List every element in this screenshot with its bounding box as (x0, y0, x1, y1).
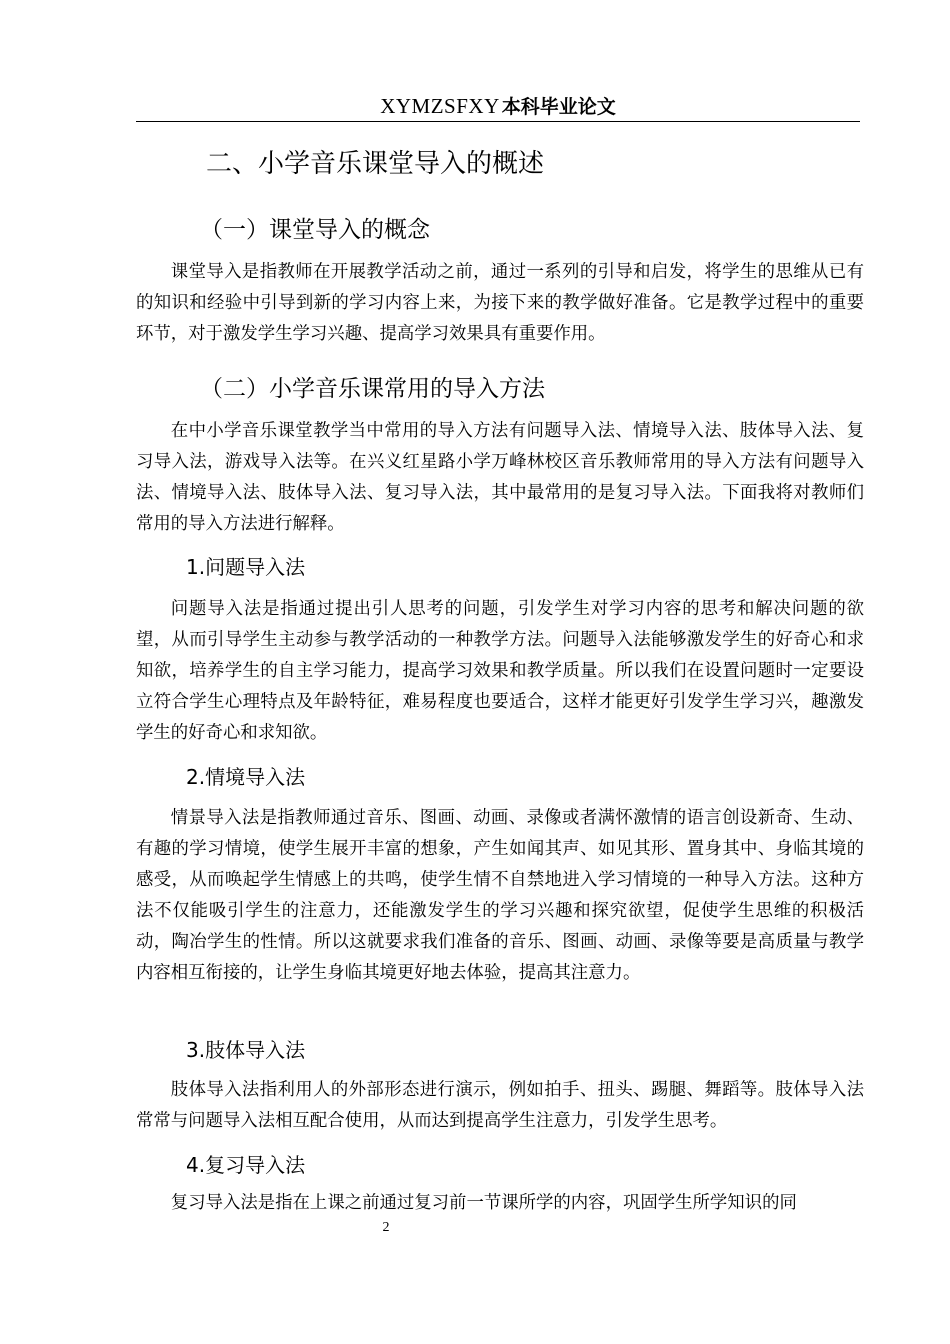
method-title-1: 1.问题导入法 (186, 555, 306, 579)
method-title-2: 2.情境导入法 (186, 765, 306, 789)
method-paragraph-1: 问题导入法是指通过提出引人思考的问题，引发学生对学习内容的思考和解决问题的欲望，从而引导学生主动参与教学活动的一种教学方法。问题导入法能够激发学生的好奇心和求知欲，培养学生的自主学习能力，提高学习效果和教学质量。所以我们在设置问题时一定要设立符合学生心理特点及年龄特征，难易程度也要适合，这样才能更好引发学生学习兴，趣激发学生的好奇心和求知欲。 (136, 599, 864, 743)
method-paragraph-2: 情景导入法是指教师通过音乐、图画、动画、录像或者满怀激情的语言创设新奇、生动、有趣的学习情境，使学生展开丰富的想象，产生如闻其声、如见其形、置身其中、身临其境的感受，从而唤起学生情感上的共鸣，使学生情不自禁地进入学习情境的一种导入方法。这种方法不仅能吸引学生的注意力，还能激发学生的学习兴趣和探究欲望，促使学生思维的积极活动，陶冶学生的性情。所以这就要求我们准备的音乐、图画、动画、录像等要是高质量与教学内容相互衔接的，让学生身临其境更好地去体验，提高其注意力。 (136, 808, 864, 983)
method-title-3: 3.肢体导入法 (186, 1038, 306, 1062)
subsection-title-1: （一）课堂导入的概念 (200, 217, 430, 243)
subsection-paragraph-1: 课堂导入是指教师在开展教学活动之前，通过一系列的引导和启发，将学生的思维从已有的知识和经验中引导到新的学习内容上来，为接下来的教学做好准备。它是教学过程中的重要环节，对于激发学生学习兴趣、提高学习效果具有重要作用。 (136, 262, 864, 344)
subsection-paragraph-2: 在中小学音乐课堂教学当中常用的导入方法有问题导入法、情境导入法、肢体导入法、复习导入法，游戏导入法等。在兴义红星路小学万峰林校区音乐教师常用的导入方法有问题导入法、情境导入法、肢体导入法、复习导入法，其中最常用的是复习导入法。下面我将对教师们常用的导入方法进行解释。 (136, 421, 864, 534)
method-paragraph-4: 复习导入法是指在上课之前通过复习前一节课所学的内容，巩固学生所学知识的同 (170, 1193, 797, 1213)
header-latin: XYMZSFXY (380, 94, 500, 118)
subsection-title-2: （二）小学音乐课常用的导入方法 (200, 376, 545, 402)
method-title-4: 4.复习导入法 (186, 1153, 306, 1177)
page-number: 2 (382, 1220, 390, 1235)
header-rule (136, 121, 860, 122)
header-title: 本科毕业论文 (501, 96, 616, 118)
running-header (136, 92, 860, 121)
method-paragraph-3: 肢体导入法指利用人的外部形态进行演示，例如拍手、扭头、踢腿、舞蹈等。肢体导入法常常与问题导入法相互配合使用，从而达到提高学生注意力，引发学生思考。 (136, 1080, 864, 1131)
section-title: 二、小学音乐课堂导入的概述 (206, 149, 545, 179)
